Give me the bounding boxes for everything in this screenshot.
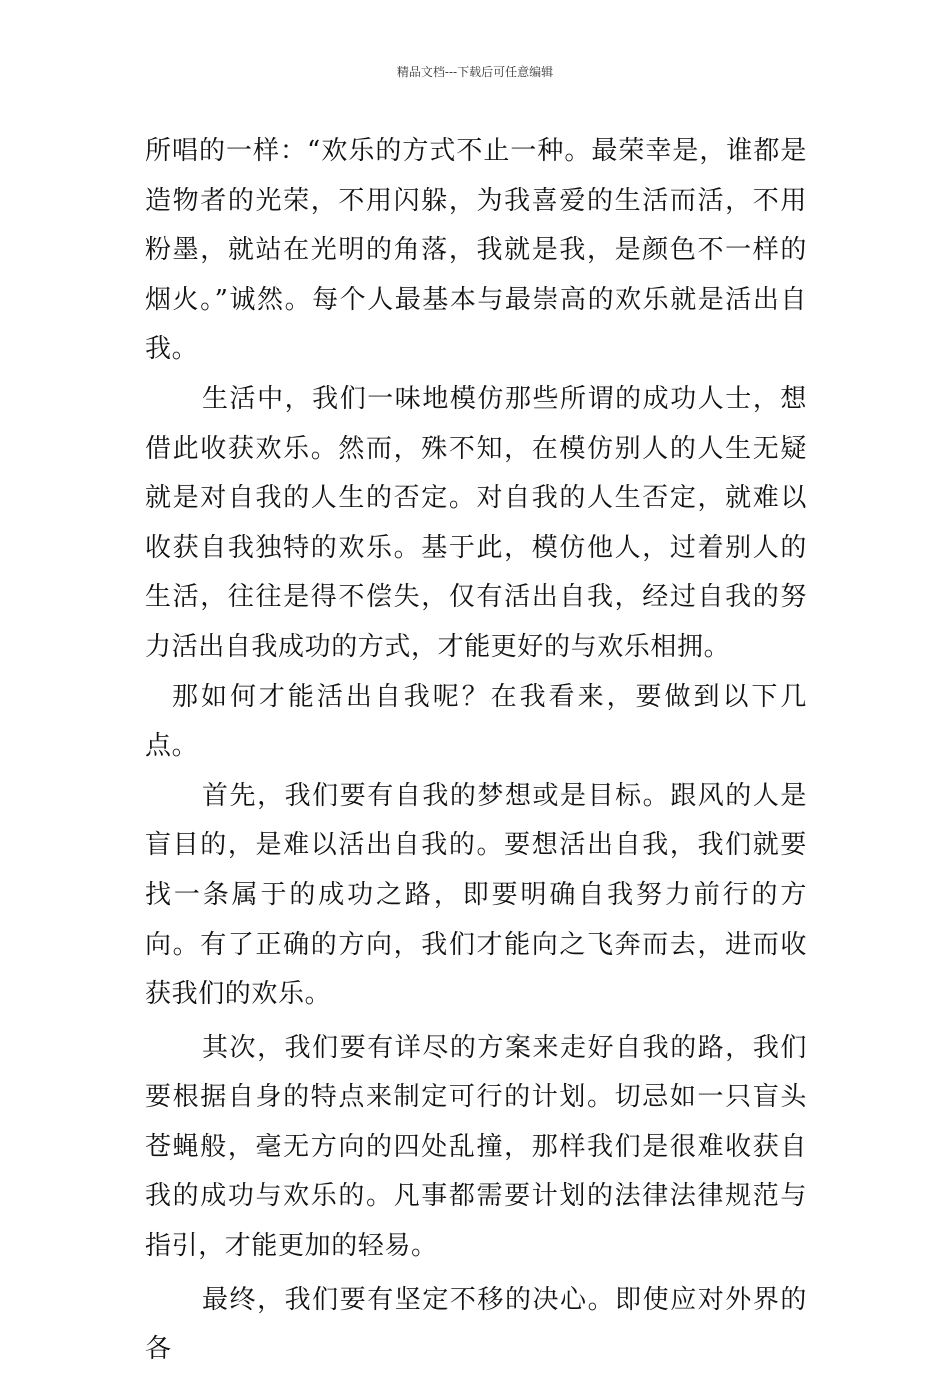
- paragraph-4: 首先，我们要有自我的梦想或是目标。跟风的人是盲目的，是难以活出自我的。要想活出自我，我们就要找一条属于的成功之路，即要明确自我努力前行的方向。有了正确的方向，我们才能向之飞奔而去，进而收获我们的欢乐。: [145, 780, 807, 1010]
- page-header: 精品文档---下载后可任意编辑: [396, 65, 554, 79]
- paragraph-5: 其次，我们要有详尽的方案来走好自我的路，我们要根据自身的特点来制定可行的计划。切忌如一只盲头苍蝇般，毫无方向的四处乱撞，那样我们是很难收获自我的成功与欢乐的。凡事都需要计划的法律法律规范与指引，才能更加的轻易。: [145, 1032, 807, 1262]
- paragraph-3: 那如何才能活出自我呢？在我看来，要做到以下几点。: [145, 681, 807, 762]
- paragraph-1: 所唱的一样：“欢乐的方式不止一种。最荣幸是，谁都是造物者的光荣，不用闪躲，为我喜爱的生活而活，不用粉墨，就站在光明的角落，我就是我，是颜色不一样的烟火。”诚然。每个人最基本与最崇高的欢乐就是活出自我。: [145, 136, 807, 365]
- paragraph-6: 最终，我们要有坚定不移的决心。即使应对外界的各: [145, 1284, 807, 1365]
- document-body: [145, 127, 807, 1375]
- paragraph-2: 生活中，我们一味地模仿那些所谓的成功人士，想借此收获欢乐。然而，殊不知，在模仿别人的人生无疑就是对自我的人生的否定。对自我的人生否定，就难以收获自我独特的欢乐。基于此，模仿他人，过着别人的生活，往往是得不偿失，仅有活出自我，经过自我的努力活出自我成功的方式，才能更好的与欢乐相拥。: [145, 383, 807, 662]
